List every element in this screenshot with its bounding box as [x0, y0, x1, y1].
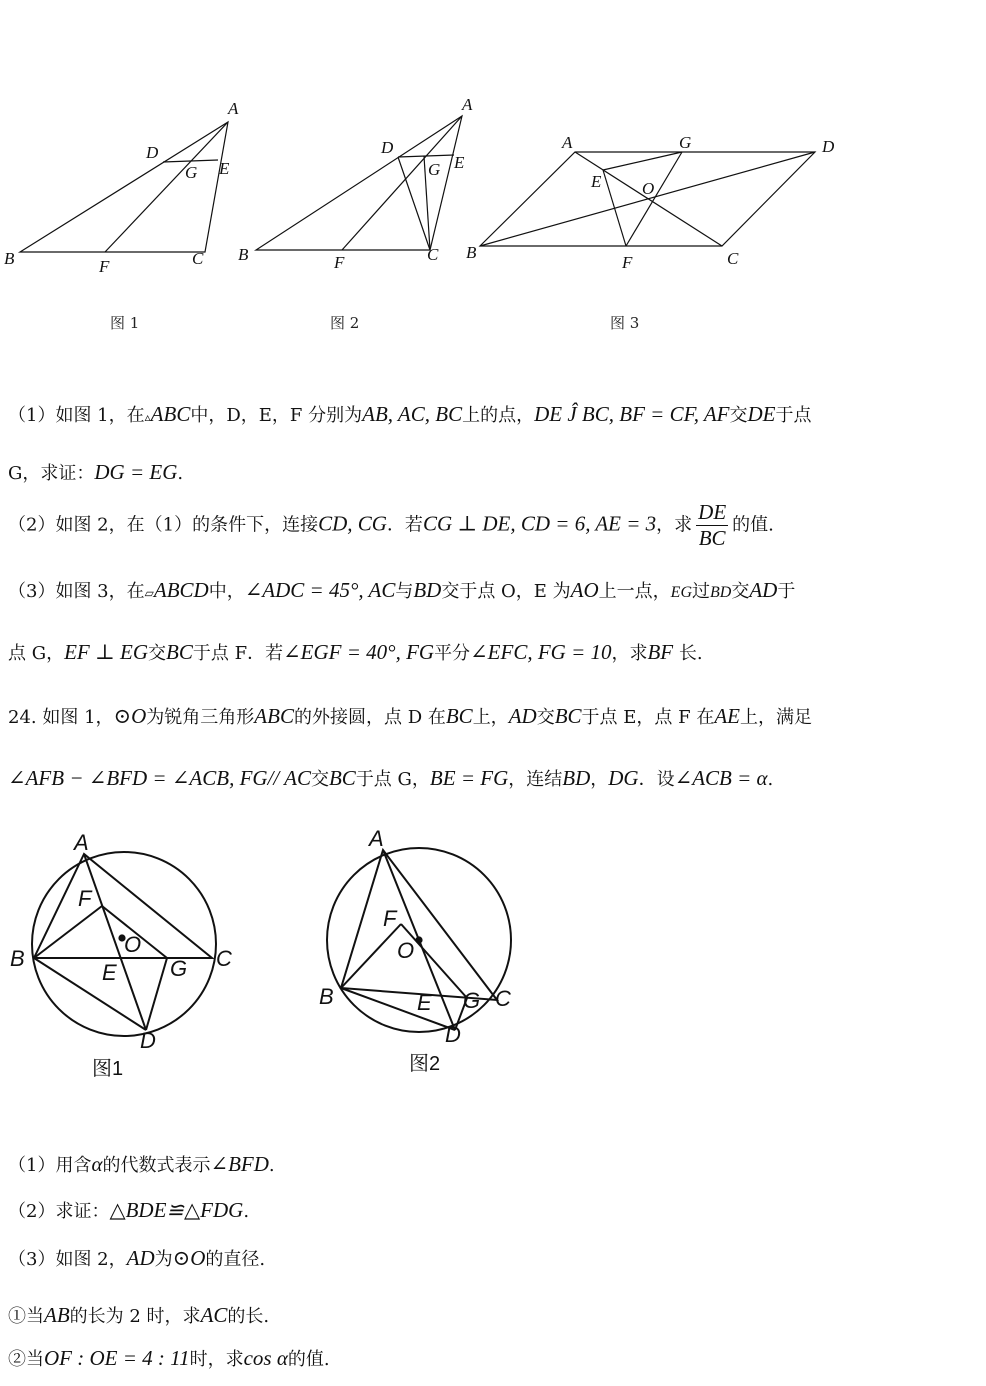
label-a: A — [562, 133, 573, 152]
label-g: G — [463, 988, 481, 1013]
label-c: C — [192, 249, 204, 268]
q24-stem-line2: ∠AFB − ∠BFD = ∠ACB, FG// AC交BC于点 G，BE = FG，连结BD，DG．设∠ACB = α. — [8, 766, 774, 790]
triangle-abc — [341, 850, 497, 1000]
label-e: E — [102, 960, 117, 985]
circle-figure-1 — [0, 820, 260, 1090]
triangle-abc — [34, 854, 212, 958]
segment-eg — [603, 152, 682, 170]
label-f: F — [334, 253, 345, 272]
label-f: F — [622, 253, 633, 272]
segment-bf — [34, 906, 102, 958]
q24-part3: （3）如图 2，AD为⊙O的直径. — [8, 1246, 266, 1270]
figure-2-caption: 图2 — [409, 1053, 441, 1075]
label-a: A — [369, 826, 384, 851]
label-c: C — [427, 245, 439, 264]
q24-stem-line1: 24. 如图 1，⊙O为锐角三角形ABC的外接圆，点 D 在BC上，AD交BC于点 E，点 F 在AE上，满足 — [8, 704, 812, 728]
label-e: E — [454, 153, 465, 172]
label-d: D — [822, 137, 835, 156]
label-b: B — [238, 245, 249, 264]
label-e: E — [591, 172, 602, 191]
label-b: B — [319, 984, 334, 1009]
label-o: O — [642, 179, 655, 198]
q24-part1: （1）用含α的代数式表示∠BFD. — [8, 1152, 275, 1176]
label-a: A — [228, 99, 239, 118]
q23-part2: （2）如图 2，在（1）的条件下，连接CD, CG．若CG ⊥ DE, CD = 6, AE = 3，求 $\frac{DE}{BC}$ 的值. — [8, 500, 774, 551]
figure-3-caption: 图 3 — [610, 314, 640, 332]
q23-part3-line1: （3）如图 3，在▱ABCD中，∠ADC = 45°, AC与BD交于点 O，E 为AO上一点，EG过BD交AD于 — [8, 578, 796, 602]
label-a: A — [462, 95, 473, 114]
q24-part2: （2）求证：△BDE≌△FDG. — [8, 1198, 250, 1222]
label-c: C — [495, 986, 511, 1011]
label-o: O — [397, 938, 415, 963]
label-d: D — [381, 138, 394, 157]
figure-1-caption: 图1 — [92, 1058, 124, 1080]
diagonal-bd — [480, 152, 815, 246]
triangle-icon: ▵ — [144, 410, 151, 424]
label-d: D — [445, 1022, 461, 1047]
label-g: G — [185, 163, 198, 182]
label-f: F — [78, 886, 92, 911]
label-f: F — [99, 257, 110, 276]
segment-bd — [34, 958, 146, 1030]
figure-1-caption: 图 1 — [110, 314, 140, 332]
label-c: C — [216, 946, 232, 971]
label-d: D — [140, 1028, 156, 1053]
label-f: F — [383, 906, 397, 931]
label-d: D — [146, 143, 159, 162]
circle-figure-2 — [305, 820, 545, 1090]
segment-dg — [146, 958, 167, 1030]
triangle-abc — [256, 116, 462, 250]
q23-part1-line1: （1）如图 1，在▵ABC中，D，E，F 分别为AB, AC, BC上的点，DE Ĵ BC, BF = CF, AF交DE于点 — [8, 402, 812, 426]
label-e: E — [219, 159, 230, 178]
q24-part3-sub1: ①当AB的长为 2 时，求AC的长. — [8, 1303, 270, 1327]
figure-2 — [230, 90, 490, 290]
label-e: E — [417, 990, 432, 1015]
label-a: A — [74, 830, 89, 855]
parallelogram-icon: ▱ — [144, 586, 154, 600]
q24-part3-sub2: ②当OF : OE = 4 : 11时，求cos α的值. — [8, 1346, 330, 1370]
label-g: G — [679, 133, 692, 152]
fraction-de-over-bc: $\frac{DE}{BC}$ — [698, 500, 727, 551]
label-b: B — [10, 946, 25, 971]
center-dot — [416, 937, 422, 943]
segment-fg — [626, 152, 682, 246]
label-o: O — [124, 932, 142, 957]
label-g: G — [170, 956, 188, 981]
label-c: C — [727, 249, 739, 268]
label-g: G — [428, 160, 441, 179]
label-b: B — [466, 243, 477, 262]
figure-2-caption: 图 2 — [330, 314, 360, 332]
q23-part1-line2: G，求证：DG = EG. — [8, 460, 184, 484]
figure-1 — [0, 90, 260, 290]
q23-part3-line2: 点 G，EF ⊥ EG交BC于点 F．若∠EGF = 40°, FG平分∠EFC, FG = 10，求BF 长. — [8, 640, 703, 664]
segment-ef — [603, 170, 626, 246]
label-b: B — [4, 249, 15, 268]
figure-3 — [460, 90, 860, 290]
